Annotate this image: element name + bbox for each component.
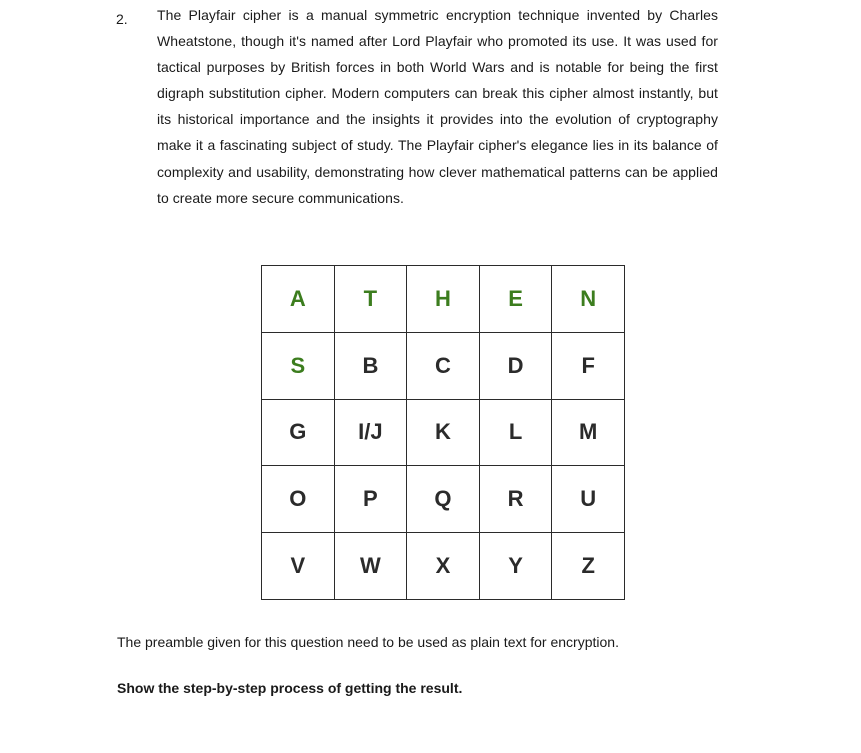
key-square-cell: W [334,533,407,600]
key-square-cell: V [262,533,335,600]
key-square-cell: M [552,399,625,466]
key-square-cell: O [262,466,335,533]
key-square-row [262,399,625,466]
key-square-cell: X [407,533,480,600]
key-square-row [262,466,625,533]
key-square-cell: E [479,266,552,333]
key-square-cell: B [334,332,407,399]
key-square-row [262,332,625,399]
key-square-row [262,266,625,333]
key-square-cell: F [552,332,625,399]
preamble-note: The preamble given for this question need to be used as plain text for encryption. [117,634,619,650]
question-number: 2. [116,11,128,27]
key-square-cell: C [407,332,480,399]
key-square-cell: H [407,266,480,333]
key-square-cell: Z [552,533,625,600]
playfair-key-square [261,265,625,600]
key-square-cell: S [262,332,335,399]
key-square-cell: Y [479,533,552,600]
key-square-cell: G [262,399,335,466]
key-square-cell: U [552,466,625,533]
question-paragraph: The Playfair cipher is a manual symmetric encryption technique invented by Charles Wheatstone, though it's named after Lord Playfair who promoted its use. It was used for tactical purposes by British forces in both World Wars and is notable for being the first digraph substitution cipher. Modern computers can break this cipher almost instantly, but its historical importance and the insights it provides into the evolution of cryptography make it a fascinating subject of study. The Playfair cipher's elegance lies in its balance of complexity and usability, demonstrating how clever mathematical patterns can be applied to create more secure communications. [157,7,718,206]
key-square-cell: I/J [334,399,407,466]
instruction-text: Show the step-by-step process of getting the result. [117,680,463,696]
key-square-cell: D [479,332,552,399]
key-square-cell: R [479,466,552,533]
key-square-cell: Q [407,466,480,533]
key-square-cell: K [407,399,480,466]
key-square-cell: L [479,399,552,466]
key-square-cell: N [552,266,625,333]
key-square-cell: A [262,266,335,333]
key-square-row [262,533,625,600]
key-square-cell: P [334,466,407,533]
key-square-cell: T [334,266,407,333]
